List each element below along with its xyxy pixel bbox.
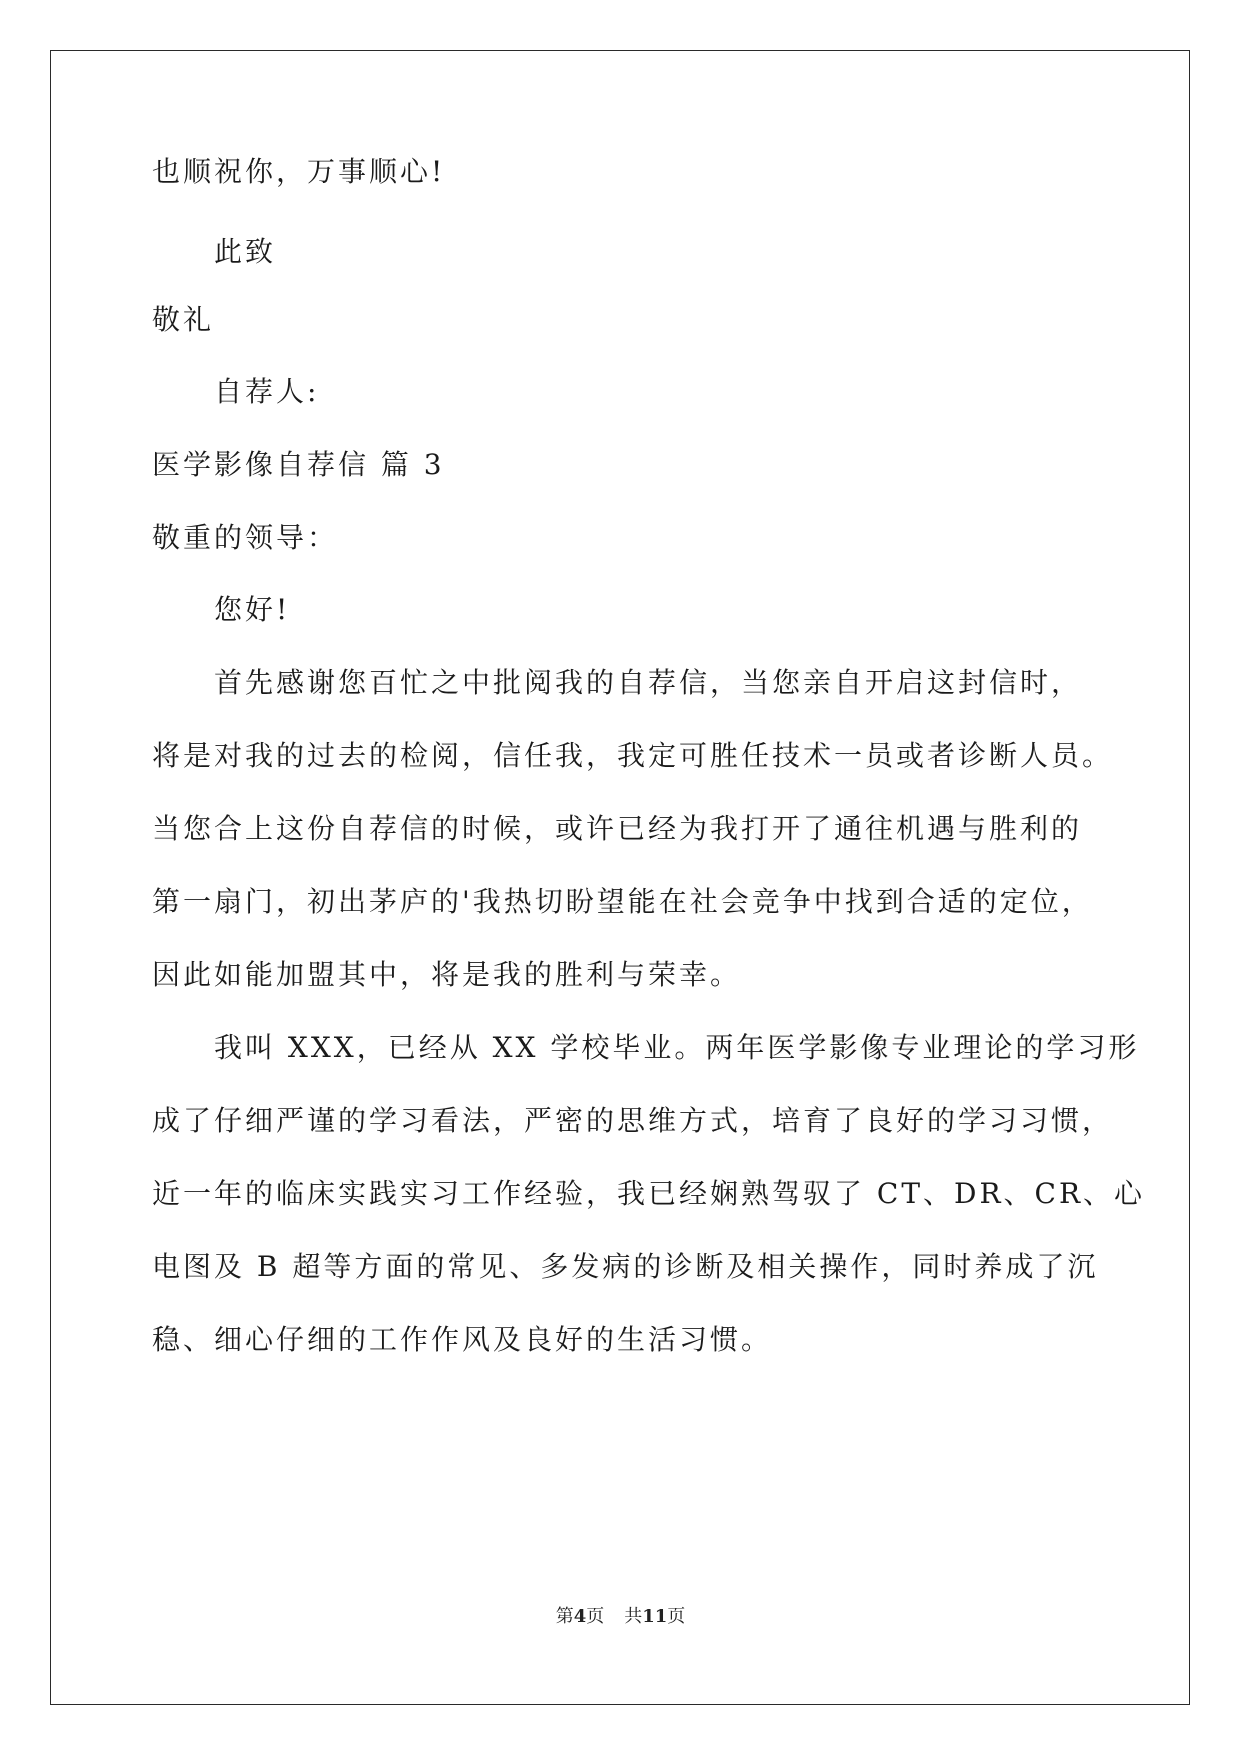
footer-total-prefix: 共 — [624, 1606, 643, 1627]
salutation-jingli: 敬礼 — [152, 303, 215, 336]
greeting-hello: 您好! — [214, 593, 291, 626]
page-footer — [0, 1605, 1241, 1629]
paragraph-line: 近一年的临床实践实习工作经验，我已经娴熟驾驭了 CT、DR、CR、心 — [152, 1177, 1146, 1210]
footer-page-suffix: 页 — [586, 1606, 605, 1627]
signature-label: 自荐人: — [214, 375, 320, 408]
paragraph-line: 将是对我的过去的检阅，信任我，我定可胜任技术一员或者诊断人员。 — [152, 739, 1114, 772]
footer-page-number: 4 — [573, 1606, 587, 1627]
paragraph-line: 因此如能加盟其中，将是我的胜利与荣幸。 — [152, 958, 742, 991]
greeting-recipient: 敬重的领导： — [152, 521, 339, 554]
footer-total-pages: 11 — [642, 1606, 668, 1627]
paragraph-line: 第一扇门，初出茅庐的'我热切盼望能在社会竞争中找到合适的定位， — [152, 885, 1093, 918]
section-title: 医学影像自荐信 篇 3 — [152, 448, 445, 481]
closing-wish: 也顺祝你，万事顺心! — [152, 155, 446, 188]
paragraph-line: 成了仔细严谨的学习看法，严密的思维方式，培育了良好的学习习惯， — [152, 1104, 1114, 1137]
footer-prefix: 第 — [555, 1606, 574, 1627]
footer-total-suffix: 页 — [667, 1606, 686, 1627]
paragraph-line: 我叫 XXX，已经从 XX 学校毕业。两年医学影像专业理论的学习形 — [214, 1031, 1140, 1064]
paragraph-line: 首先感谢您百忙之中批阅我的自荐信，当您亲自开启这封信时， — [214, 666, 1083, 699]
paragraph-line: 当您合上这份自荐信的时候，或许已经为我打开了通往机遇与胜利的 — [152, 812, 1083, 845]
salutation-cizhi: 此致 — [214, 235, 277, 268]
page-border — [50, 50, 1190, 1705]
paragraph-line: 电图及 B 超等方面的常见、多发病的诊断及相关操作，同时养成了沉 — [152, 1250, 1099, 1283]
paragraph-line: 稳、细心仔细的工作作风及良好的生活习惯。 — [152, 1323, 773, 1356]
